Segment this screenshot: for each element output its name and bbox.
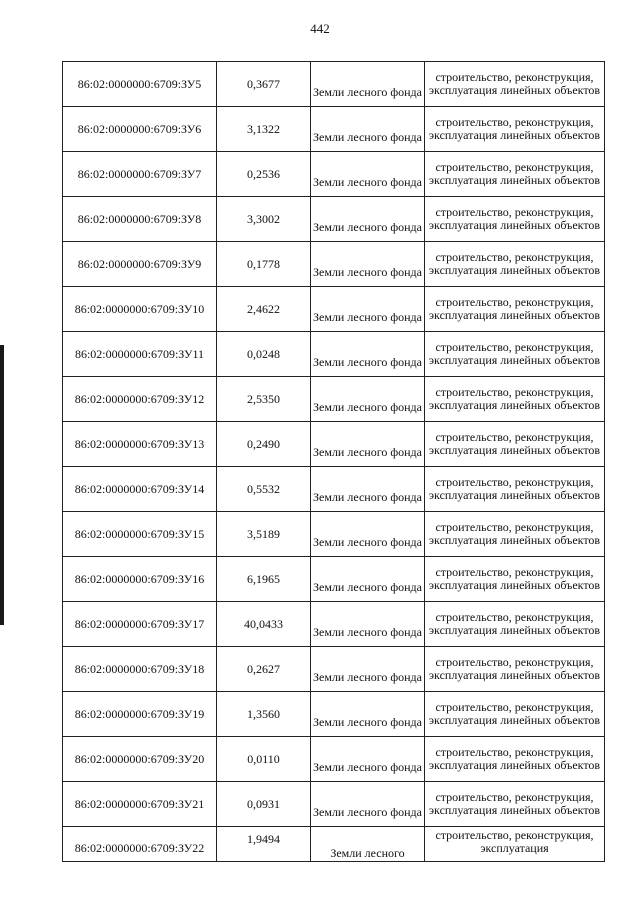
area-cell-text: 0,5532	[247, 481, 280, 496]
land-category-cell-text: Земли лесного фонда	[313, 579, 422, 594]
land-category-cell-text: Земли лесного фонда	[313, 489, 422, 504]
area-cell-text: 0,0248	[247, 346, 280, 361]
land-category-cell	[311, 152, 425, 197]
cadastral-number-cell-text: 86:02:0000000:6709:ЗУ10	[74, 301, 205, 316]
area-cell-text: 2,4622	[247, 301, 280, 316]
area-cell	[217, 197, 311, 242]
permitted-use-cell-text: строительство, реконструкция, эксплуатация линейных объектов	[428, 250, 601, 277]
land-category-cell-text: Земли лесного фонда	[313, 399, 422, 414]
cadastral-number-cell-text: 86:02:0000000:6709:ЗУ16	[74, 571, 205, 586]
permitted-use-cell	[425, 692, 605, 737]
land-category-cell-text: Земли лесного фонда	[313, 669, 422, 684]
cadastral-number-cell	[63, 647, 217, 692]
cadastral-number-cell	[63, 242, 217, 287]
table-row	[63, 377, 605, 422]
land-category-cell-text: Земли лесного фонда	[313, 804, 422, 819]
table-row	[63, 827, 605, 862]
permitted-use-cell	[425, 107, 605, 152]
table-row	[63, 422, 605, 467]
cadastral-number-cell	[63, 107, 217, 152]
cadastral-number-cell-text: 86:02:0000000:6709:ЗУ6	[77, 121, 202, 136]
area-cell	[217, 242, 311, 287]
land-category-cell-text: Земли лесного	[330, 845, 405, 860]
permitted-use-cell-text: строительство, реконструкция, эксплуатация линейных объектов	[428, 340, 601, 367]
table-row	[63, 242, 605, 287]
table-row	[63, 467, 605, 512]
land-category-cell-text: Земли лесного фонда	[313, 714, 422, 729]
cadastral-number-cell	[63, 467, 217, 512]
area-cell	[217, 287, 311, 332]
land-category-cell-text: Земли лесного фонда	[313, 129, 422, 144]
land-category-cell	[311, 602, 425, 647]
permitted-use-cell-text: строительство, реконструкция, эксплуатация	[435, 828, 594, 855]
land-category-cell	[311, 107, 425, 152]
permitted-use-cell	[425, 782, 605, 827]
land-category-cell	[311, 737, 425, 782]
permitted-use-cell-text: строительство, реконструкция, эксплуатация линейных объектов	[428, 385, 601, 412]
area-cell	[217, 152, 311, 197]
table-row	[63, 557, 605, 602]
cadastral-number-cell-text: 86:02:0000000:6709:ЗУ21	[74, 796, 205, 811]
permitted-use-cell	[425, 377, 605, 422]
area-cell	[217, 827, 311, 862]
area-cell-text: 0,2627	[247, 661, 280, 676]
area-cell-text: 0,1778	[247, 256, 280, 271]
table-row	[63, 197, 605, 242]
cadastral-number-cell-text: 86:02:0000000:6709:ЗУ13	[74, 436, 205, 451]
cadastral-number-cell	[63, 332, 217, 377]
table-row	[63, 647, 605, 692]
cadastral-number-cell	[63, 287, 217, 332]
area-cell-text: 0,0110	[247, 751, 280, 766]
permitted-use-cell	[425, 512, 605, 557]
permitted-use-cell-text: строительство, реконструкция, эксплуатация линейных объектов	[428, 115, 601, 142]
table-row	[63, 512, 605, 557]
table-row	[63, 107, 605, 152]
cadastral-number-cell	[63, 62, 217, 107]
area-cell	[217, 737, 311, 782]
cadastral-number-cell-text: 86:02:0000000:6709:ЗУ8	[77, 211, 202, 226]
area-cell	[217, 377, 311, 422]
permitted-use-cell	[425, 152, 605, 197]
cadastral-number-cell	[63, 782, 217, 827]
cadastral-number-cell	[63, 197, 217, 242]
area-cell	[217, 62, 311, 107]
area-cell-text: 0,2490	[247, 436, 280, 451]
land-category-cell	[311, 422, 425, 467]
area-cell-text: 0,0931	[247, 796, 280, 811]
cadastral-number-cell-text: 86:02:0000000:6709:ЗУ12	[74, 391, 205, 406]
cadastral-number-cell-text: 86:02:0000000:6709:ЗУ19	[74, 706, 205, 721]
permitted-use-cell	[425, 62, 605, 107]
permitted-use-cell-text: строительство, реконструкция, эксплуатация линейных объектов	[428, 70, 601, 97]
land-category-cell	[311, 377, 425, 422]
land-category-cell	[311, 332, 425, 377]
land-category-cell	[311, 512, 425, 557]
permitted-use-cell-text: строительство, реконструкция, эксплуатация линейных объектов	[428, 790, 601, 817]
permitted-use-cell	[425, 602, 605, 647]
permitted-use-cell	[425, 467, 605, 512]
land-category-cell	[311, 467, 425, 512]
cadastral-number-cell	[63, 827, 217, 862]
land-category-cell	[311, 692, 425, 737]
permitted-use-cell-text: строительство, реконструкция, эксплуатация линейных объектов	[428, 160, 601, 187]
area-cell-text: 0,2536	[247, 166, 280, 181]
permitted-use-cell	[425, 287, 605, 332]
area-cell	[217, 512, 311, 557]
cadastral-number-cell	[63, 557, 217, 602]
permitted-use-cell	[425, 197, 605, 242]
land-category-cell	[311, 62, 425, 107]
table-row	[63, 692, 605, 737]
area-cell-text: 3,5189	[247, 526, 280, 541]
land-category-cell-text: Земли лесного фонда	[313, 534, 422, 549]
cadastral-number-cell-text: 86:02:0000000:6709:ЗУ7	[77, 166, 202, 181]
land-category-cell-text: Земли лесного фонда	[313, 309, 422, 324]
cadastral-number-cell	[63, 512, 217, 557]
table-row	[63, 737, 605, 782]
cadastral-number-cell	[63, 602, 217, 647]
permitted-use-cell	[425, 827, 605, 862]
permitted-use-cell-text: строительство, реконструкция, эксплуатация линейных объектов	[428, 565, 601, 592]
area-cell-text: 3,3002	[247, 211, 280, 226]
land-category-cell	[311, 782, 425, 827]
land-category-cell	[311, 827, 425, 862]
area-cell-text: 0,3677	[247, 76, 280, 91]
table-body	[63, 62, 605, 862]
permitted-use-cell-text: строительство, реконструкция, эксплуатация линейных объектов	[428, 430, 601, 457]
permitted-use-cell-text: строительство, реконструкция, эксплуатация линейных объектов	[428, 205, 601, 232]
area-cell	[217, 647, 311, 692]
cadastral-number-cell-text: 86:02:0000000:6709:ЗУ14	[74, 481, 205, 496]
cadastral-number-cell	[63, 692, 217, 737]
cadastral-number-cell-text: 86:02:0000000:6709:ЗУ18	[74, 661, 205, 676]
cadastral-number-cell	[63, 737, 217, 782]
area-cell	[217, 782, 311, 827]
land-category-cell	[311, 197, 425, 242]
cadastral-number-cell-text: 86:02:0000000:6709:ЗУ15	[74, 526, 205, 541]
land-category-cell-text: Земли лесного фонда	[313, 354, 422, 369]
cadastral-number-cell-text: 86:02:0000000:6709:ЗУ11	[74, 346, 205, 361]
area-cell	[217, 332, 311, 377]
table-row	[63, 287, 605, 332]
permitted-use-cell-text: строительство, реконструкция, эксплуатация линейных объектов	[428, 295, 601, 322]
area-cell	[217, 692, 311, 737]
land-category-cell	[311, 557, 425, 602]
cadastral-number-cell	[63, 152, 217, 197]
cadastral-number-cell-text: 86:02:0000000:6709:ЗУ20	[74, 751, 205, 766]
permitted-use-cell-text: строительство, реконструкция, эксплуатация линейных объектов	[428, 655, 601, 682]
cadastral-number-cell-text: 86:02:0000000:6709:ЗУ9	[77, 256, 202, 271]
table-row	[63, 62, 605, 107]
area-cell	[217, 422, 311, 467]
permitted-use-cell	[425, 647, 605, 692]
table-row	[63, 602, 605, 647]
cadastral-number-cell-text: 86:02:0000000:6709:ЗУ22	[74, 840, 205, 855]
land-plots-table	[62, 61, 605, 862]
land-category-cell-text: Земли лесного фонда	[313, 174, 422, 189]
permitted-use-cell-text: строительство, реконструкция, эксплуатация линейных объектов	[428, 520, 601, 547]
page-number: 442	[310, 21, 330, 36]
land-category-cell-text: Земли лесного фонда	[313, 624, 422, 639]
permitted-use-cell	[425, 422, 605, 467]
land-category-cell-text: Земли лесного фонда	[313, 264, 422, 279]
cadastral-number-cell	[63, 377, 217, 422]
permitted-use-cell	[425, 737, 605, 782]
area-cell-text: 1,9494	[247, 831, 280, 846]
permitted-use-cell-text: строительство, реконструкция, эксплуатация линейных объектов	[428, 745, 601, 772]
table-row	[63, 782, 605, 827]
permitted-use-cell	[425, 332, 605, 377]
land-category-cell	[311, 287, 425, 332]
permitted-use-cell-text: строительство, реконструкция, эксплуатация линейных объектов	[428, 700, 601, 727]
area-cell	[217, 557, 311, 602]
land-category-cell	[311, 242, 425, 287]
table-row	[63, 152, 605, 197]
table-row	[63, 332, 605, 377]
land-category-cell-text: Земли лесного фонда	[313, 219, 422, 234]
permitted-use-cell-text: строительство, реконструкция, эксплуатация линейных объектов	[428, 610, 601, 637]
permitted-use-cell	[425, 242, 605, 287]
area-cell-text: 40,0433	[244, 616, 283, 631]
cadastral-number-cell-text: 86:02:0000000:6709:ЗУ17	[74, 616, 205, 631]
scan-edge-mark	[0, 345, 4, 625]
land-category-cell-text: Земли лесного фонда	[313, 759, 422, 774]
permitted-use-cell	[425, 557, 605, 602]
permitted-use-cell-text: строительство, реконструкция, эксплуатация линейных объектов	[428, 475, 601, 502]
cadastral-number-cell	[63, 422, 217, 467]
land-category-cell	[311, 647, 425, 692]
land-category-cell-text: Земли лесного фонда	[313, 444, 422, 459]
area-cell-text: 6,1965	[247, 571, 280, 586]
area-cell	[217, 467, 311, 512]
land-category-cell-text: Земли лесного фонда	[313, 84, 422, 99]
area-cell-text: 3,1322	[247, 121, 280, 136]
area-cell-text: 1,3560	[247, 706, 280, 721]
cadastral-number-cell-text: 86:02:0000000:6709:ЗУ5	[77, 76, 202, 91]
area-cell	[217, 107, 311, 152]
area-cell-text: 2,5350	[247, 391, 280, 406]
area-cell	[217, 602, 311, 647]
